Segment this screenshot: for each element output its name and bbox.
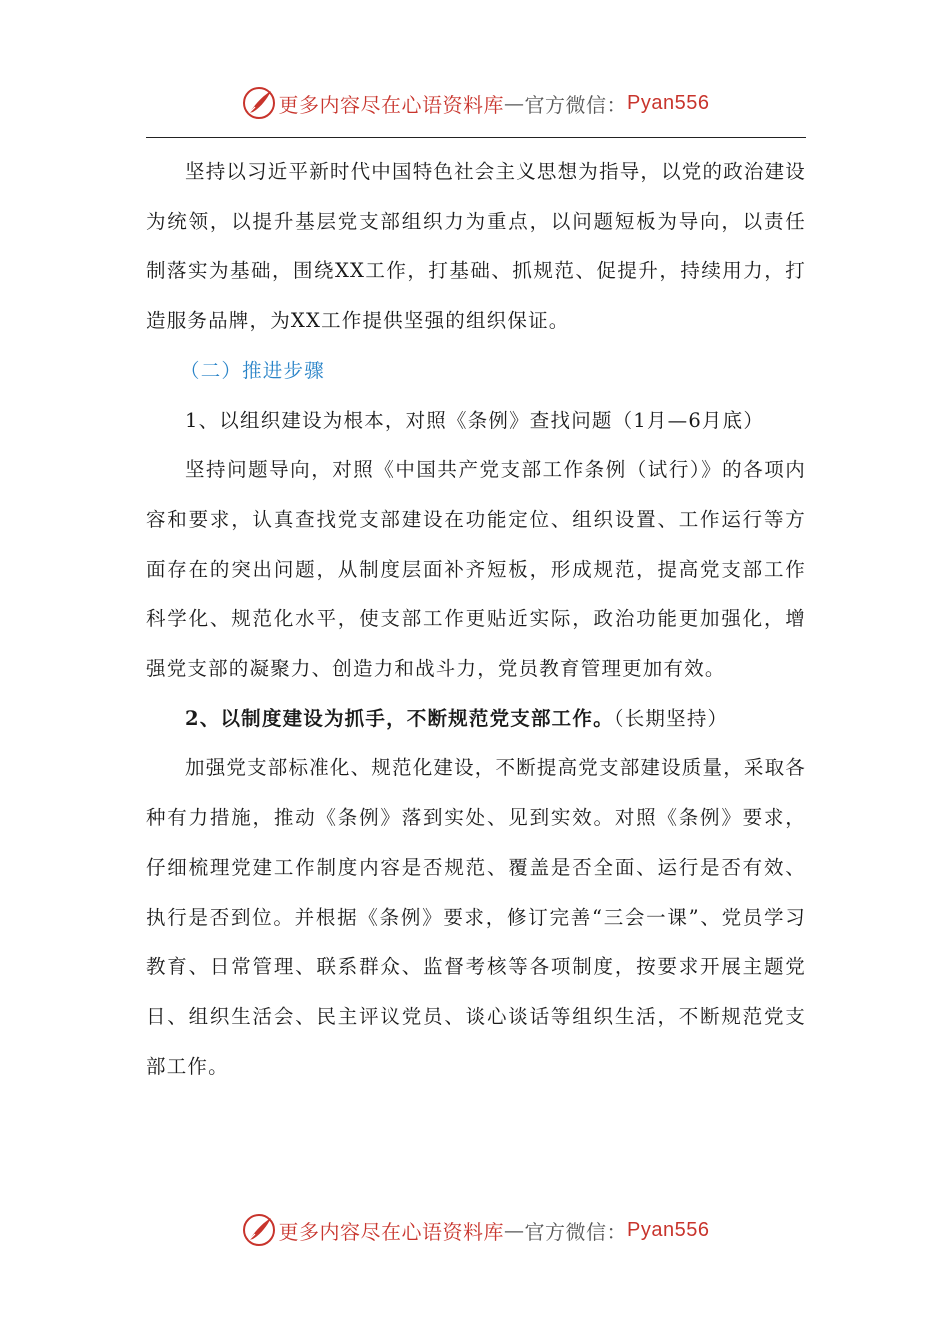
- banner-text-wechat: 官方微信：: [524, 1219, 628, 1244]
- banner-dash: —: [504, 91, 525, 115]
- paragraph-step-1: 坚持问题导向，对照《中国共产党支部工作条例（试行）》的各项内容和要求，认真查找党支部建设在功能定位、组织设置、工作运行等方面存在的突出问题，从制度层面补齐短板，形成规范，提高党支部工作科学化、规范化水平，使支部工作更贴近实际，政治功能更加强化，增强党支部的凝聚力、创造力和战斗力，党员教育管理更加有效。: [146, 458, 806, 681]
- step-1-title: 1、以组织建设为根本，对照《条例》查找问题（1月—6月底）: [185, 408, 765, 432]
- banner-account: Pyan556: [627, 1218, 710, 1241]
- footer-banner: [0, 1212, 950, 1248]
- document-body: [146, 147, 806, 1091]
- banner-text-wechat: 官方微信：: [524, 92, 628, 117]
- header-banner: [0, 85, 950, 121]
- quill-pen-icon: [241, 1212, 277, 1248]
- banner-text-library: 更多内容尽在心语资料库: [278, 92, 505, 117]
- section-heading-steps: （二）推进步骤: [180, 358, 325, 382]
- step-2-title-line: [146, 694, 806, 744]
- banner-dash: —: [504, 1218, 525, 1242]
- step-2-note: （长期坚持）: [613, 706, 729, 730]
- quill-pen-icon: [241, 85, 277, 121]
- banner-account: Pyan556: [627, 91, 710, 114]
- paragraph-step-2: 加强党支部标准化、规范化建设，不断提高党支部建设质量，采取各种有力措施，推动《条例》落到实处、见到实效。对照《条例》要求，仔细梳理党建工作制度内容是否规范、覆盖是否全面、运行是否有效、执行是否到位。并根据《条例》要求，修订完善“三会一课”、党员学习教育、日常管理、联系群众、监督考核等各项制度，按要求开展主题党日、组织生活会、民主评议党员、谈心谈话等组织生活，不断规范党支部工作。: [146, 756, 807, 1078]
- header-divider: [146, 137, 806, 138]
- banner-text-library: 更多内容尽在心语资料库: [278, 1219, 505, 1244]
- paragraph-guiding-principle: 坚持以习近平新时代中国特色社会主义思想为指导，以党的政治建设为统领，以提升基层党支部组织力为重点，以问题短板为导向，以责任制落实为基础，围绕XX工作，打基础、抓规范、促提升，持续用力，打造服务品牌，为XX工作提供坚强的组织保证。: [146, 160, 807, 333]
- step-2-title: 2、以制度建设为抓手，不断规范党支部工作。: [185, 706, 614, 730]
